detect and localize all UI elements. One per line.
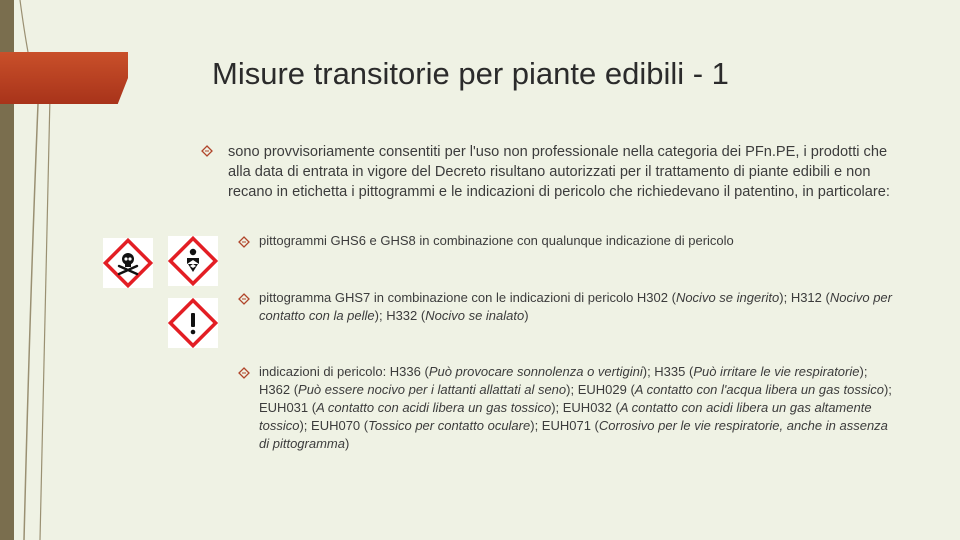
hazard-phrase: Tossico per contatto oculare — [368, 418, 531, 433]
text-segment: pittogramma GHS7 in combinazione con le indicazioni di pericolo H302 ( — [259, 290, 676, 305]
hazard-phrase: Può provocare sonnolenza o vertigini — [428, 364, 643, 379]
text-segment: ) — [524, 308, 529, 323]
health-hazard-icon — [168, 236, 218, 286]
hazard-phrase: A contatto con acidi libera un gas altamente tossico — [259, 400, 872, 433]
text-segment: pittogrammi GHS6 e GHS8 in combinazione con qualunque indicazione di pericolo — [259, 233, 734, 248]
text-segment: ) — [344, 436, 350, 451]
text-segment: ); H362 ( — [259, 364, 868, 397]
text-segment: ); EUH032 ( — [551, 400, 620, 415]
text-segment: ); H332 ( — [374, 308, 426, 323]
text-segment: ); H312 ( — [779, 290, 830, 305]
text-segment: ); H335 ( — [642, 364, 694, 379]
sub-bullet-1 — [259, 232, 899, 250]
text-segment: indicazioni di pericolo: H336 ( — [259, 364, 429, 379]
text-segment: ); EUH029 ( — [566, 382, 635, 397]
hazard-phrase: Corrosivo per le vie respiratorie, anche in assenza di pittogramma — [259, 418, 888, 451]
bullet-diamond-icon — [238, 293, 250, 305]
hazard-phrase: A contatto con l'acqua libera un gas tossico — [634, 382, 884, 397]
text-segment: ); EUH071 ( — [530, 418, 599, 433]
hazard-phrase: Nocivo se inalato — [425, 308, 525, 323]
hazard-phrase: Può irritare le vie respiratorie — [693, 364, 860, 379]
title-accent-tab — [0, 52, 128, 104]
hazard-phrase: Può essere nocivo per i lattanti allattati al seno — [298, 382, 567, 397]
bullet-diamond-icon — [201, 145, 213, 157]
bullet-diamond-icon — [238, 367, 250, 379]
sub-bullet-2 — [259, 289, 899, 325]
skull-crossbones-icon — [103, 238, 153, 288]
slide-title: Misure transitorie per piante edibili - 1 — [212, 56, 729, 91]
hazard-phrase: A contatto con acidi libera un gas tossico — [316, 400, 552, 415]
hazard-phrase: Nocivo per contatto con la pelle — [259, 290, 892, 323]
text-segment: ); EUH070 ( — [299, 418, 369, 433]
bullet-diamond-icon — [238, 236, 250, 248]
text-segment: ); EUH031 ( — [259, 382, 892, 415]
main-bullet-text: sono provvisoriamente consentiti per l'uso non professionale nella categoria dei PFn.PE, i prodotti che alla data di entrata in vigore del Decreto risultano autorizzati per il trattamento di piante edibili e non recano in etichetta i pittogrammi e le indicazioni di pericolo che richiedevano il patentino, in particolare: — [228, 144, 890, 200]
hazard-phrase: Nocivo se ingerito — [675, 290, 780, 305]
exclamation-mark-icon — [168, 298, 218, 348]
sub-bullet-3 — [259, 363, 899, 453]
